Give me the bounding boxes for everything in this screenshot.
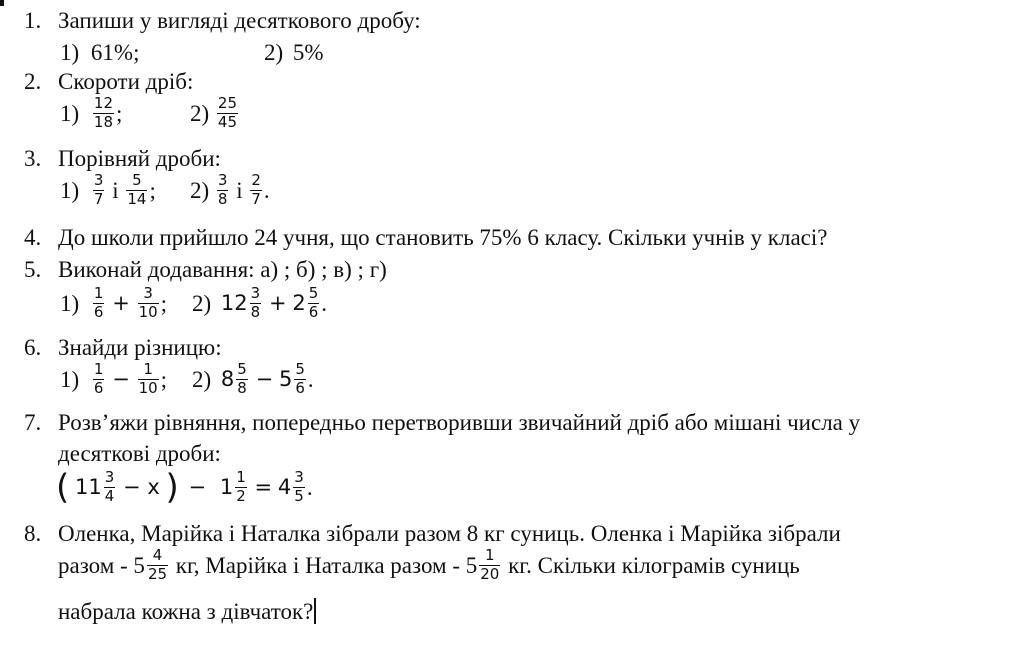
item-value: 5% [292,40,324,65]
equation [56,467,313,508]
text-part: разом - 5 [58,552,145,578]
item-label: 1) [60,366,80,392]
item-value: 61%; [90,40,140,65]
task-5-items [60,286,167,321]
task-6-items-2 [192,362,314,397]
separator: . [263,177,270,203]
task-text: До школи прийшло 24 учня, що становить 75% 6 класу. Скільки учнів у класі? [58,225,828,250]
task-number: 4. [24,225,42,250]
task-text: Розв’яжи рівняння, попередньо перетворивши звичайний дріб або мішані числа у [58,410,861,435]
task-number: 6. [24,335,42,360]
task-3-items-2 [190,173,270,208]
whole-number: 1 [219,474,234,499]
whole-number: 5 [278,366,293,391]
task-number: 1. [24,8,42,33]
fraction: $\frac{5}{8}$ [237,360,247,397]
task-3-items [60,173,156,208]
item-label: 1) [60,290,80,316]
task-6-items [60,362,167,397]
task-number: 8. [24,521,42,546]
right-paren: ) [165,467,179,508]
separator: . [306,474,313,500]
fraction: $\frac{1}{6}$ [93,360,104,397]
item-label: 1) [60,177,80,203]
task-text: Виконай додавання: а) ; б) ; в) ; г) [58,257,387,282]
task-1-items-2 [264,41,324,64]
item-label: 2) [190,100,210,126]
operator: − [188,474,207,499]
task-number: 5. [24,257,42,282]
minus-x: − x [123,474,160,499]
task-number: 2. [24,69,42,94]
whole-number: 12 [220,290,248,315]
fraction: $\frac{3}{10}$ [138,284,158,321]
task-1-items [60,41,139,64]
task-5-items-2 [192,286,327,321]
separator: . [321,290,327,316]
operator: + [112,290,130,315]
fraction: $\frac{2}{7}$ [251,171,261,208]
task-text: Знайди різницю: [58,335,222,360]
conjunction: і [112,177,119,203]
fraction: $\frac{1}{20}$ [480,546,500,583]
item-label: 2) [192,366,212,392]
fraction: $\frac{5}{6}$ [295,360,305,397]
task-text: Оленка, Марійка і Наталка зібрали разом 8 кг суниць. Оленка і Марійка зібрали [58,521,841,546]
operator: + [268,290,287,315]
separator: ; [116,100,123,126]
whole-number: 8 [220,366,235,391]
task-text-cont [58,548,800,583]
separator: ; [149,177,156,203]
fraction: $\frac{3}{5}$ [294,468,304,505]
task-2-items [60,96,122,131]
fraction: $\frac{1}{2}$ [236,468,246,505]
operator: − [255,366,274,391]
item-label: 2) [192,290,212,316]
task-text: Порівняй дроби: [58,146,221,171]
page-corner-mark [0,0,4,6]
text-part: набрала кожна з дівчаток? [58,599,314,624]
separator: ; [160,290,168,316]
task-number: 3. [24,146,42,171]
fraction: $\frac{3}{8}$ [217,171,228,208]
task-2-items-2 [190,96,240,131]
text-part: кг, Марійка і Наталка разом - 5 [175,552,478,578]
text-cursor [314,598,316,624]
fraction: $\frac{25}{45}$ [217,94,238,131]
task-number: 7. [24,410,42,435]
item-label: 1) [60,100,80,126]
task-text-cont: десяткові дроби: [58,441,221,466]
left-paren: ( [56,467,70,508]
fraction: $\frac{3}{7}$ [93,171,104,208]
item-label: 2) [264,40,284,65]
operator: − [112,366,130,391]
task-text: Запиши у вигляді десяткового дробу: [58,8,421,33]
fraction: $\frac{5}{14}$ [127,171,147,208]
whole-number: 4 [277,474,292,499]
fraction: $\frac{1}{6}$ [93,284,104,321]
item-label: 2) [190,177,210,203]
fraction: $\frac{3}{8}$ [250,284,261,321]
fraction: $\frac{1}{10}$ [138,360,158,397]
separator: ; [160,366,168,392]
task-text-end [58,598,316,624]
equals: = [254,474,273,499]
text-part: кг. Скільки кілограмів суниць [508,552,800,578]
fraction: $\frac{5}{6}$ [308,284,319,321]
fraction: $\frac{3}{4}$ [104,468,115,505]
whole-number: 2 [292,290,306,315]
item-label: 1) [60,40,80,65]
fraction: $\frac{12}{18}$ [93,94,114,131]
separator: . [307,366,314,392]
whole-number: 11 [75,474,102,499]
conjunction: і [236,177,243,203]
fraction: $\frac{4}{25}$ [147,546,168,583]
task-text: Скороти дріб: [58,69,194,94]
